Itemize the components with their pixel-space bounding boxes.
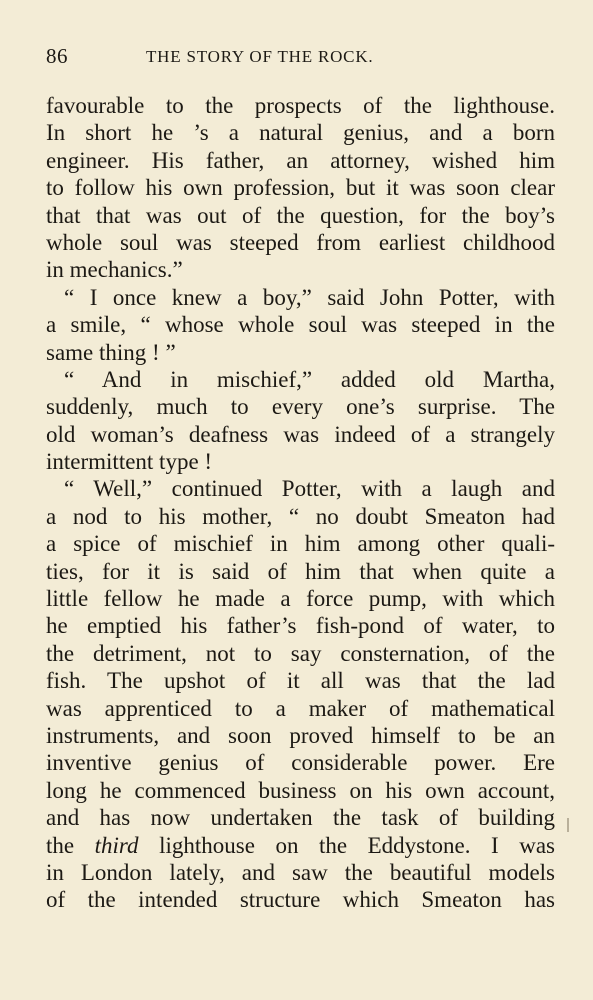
text-line: he emptied his father’s fish-pond of water, to [46, 613, 555, 639]
text-line [46, 832, 555, 859]
text-line: fish. The upshot of it all was that the lad [46, 668, 555, 694]
page-header [46, 44, 555, 72]
text-line: inventive genius of considerable power. Ere [46, 750, 555, 776]
text-line: the detriment, not to say consternation, of the [46, 640, 555, 666]
text-line: a smile, “ whose whole soul was steeped in the [46, 312, 555, 338]
margin-speck [567, 818, 569, 832]
text-line: in London lately, and saw the beautiful models [46, 859, 555, 885]
running-head: THE STORY OF THE ROCK. [146, 47, 374, 66]
text-line: same thing ! ” [46, 339, 176, 365]
text-line: ties, for it is said of him that when quite a [46, 558, 555, 584]
page-number: 86 [46, 44, 68, 68]
text-segment: the [46, 832, 95, 858]
text-line: favourable to the prospects of the lighthouse. [46, 93, 555, 118]
text-line: whole soul was steeped from earliest childhood [46, 229, 555, 255]
text-line: to follow his own profession, but it was soon clear [46, 175, 555, 201]
text-line: “ And in mischief,” added old Martha, [64, 366, 555, 392]
text-line: In short he ’s a natural genius, and a born [46, 120, 555, 146]
text-line: little fellow he made a force pump, with which [46, 586, 555, 612]
text-line: that that was out of the question, for the boy’s [46, 202, 555, 228]
text-line: suddenly, much to every one’s surprise. The [46, 394, 555, 420]
text-line: in mechanics.” [46, 257, 183, 283]
text-line: “ I once knew a boy,” said John Potter, with [64, 284, 555, 310]
text-line: was apprenticed to a maker of mathematical [46, 695, 555, 721]
text-line: old woman’s deafness was indeed of a strangely [46, 421, 555, 447]
text-line: intermittent type ! [46, 449, 213, 475]
text-line: engineer. His father, an attorney, wished him [46, 147, 555, 173]
text-line: long he commenced business on his own account, [46, 777, 555, 803]
text-line: of the intended structure which Smeaton has [46, 887, 555, 913]
text-line: instruments, and soon proved himself to be an [46, 722, 555, 748]
body-text [46, 92, 555, 942]
text-segment: lighthouse on the Eddystone. I was [138, 832, 555, 858]
text-line: and has now undertaken the task of building [46, 805, 555, 831]
text-line: a nod to his mother, “ no doubt Smeaton had [46, 503, 555, 529]
italic-word: third [94, 832, 139, 858]
text-line: “ Well,” continued Potter, with a laugh and [64, 476, 555, 502]
text-line: a spice of mischief in him among other quali- [46, 531, 555, 557]
